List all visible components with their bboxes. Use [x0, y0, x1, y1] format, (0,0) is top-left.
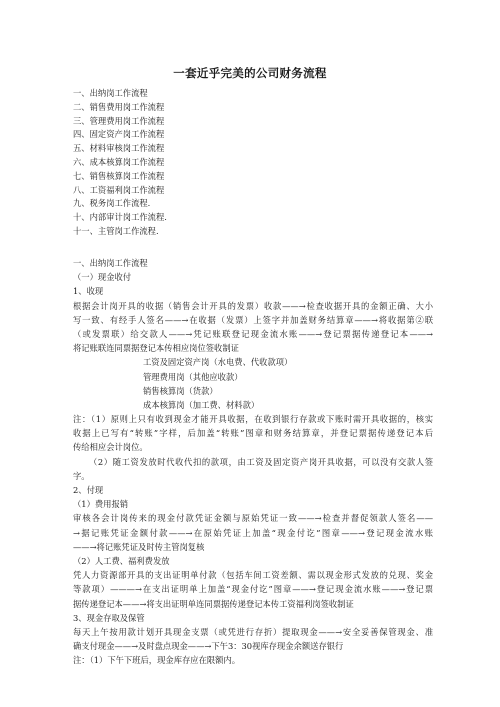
paragraph-line: 等款项）———→在支出证明单上加盖“现金付讫”图章——→登记现金流水账——→登记票	[73, 584, 433, 595]
paragraph-line: （或发票联）给交款人——→凭记账联登记现金流水账——→登记票据传递登记本——→	[73, 328, 433, 339]
paragraph-line: 据传递登记本——→将支出证明单连同票据传递登记本传工资福利岗签收制证	[73, 598, 354, 609]
subitem-heading: （1）费用报销	[73, 499, 129, 510]
paragraph-line: 根据会计岗开具的收据（销售会计开具的发票）收款——→检查收据开具的金额正确、大小	[73, 300, 433, 311]
note-line: 字。	[73, 470, 90, 481]
paragraph-line: 写一致、有经手人签名——→在收据（发票）上签字并加盖财务结算章——→将收据第②联	[73, 314, 433, 325]
note-line: （2）随工资发放时代收代扣的款项，由工资及固定资产岗开具收据，可以没有交款人签	[89, 456, 433, 467]
item-heading: 3、现金存取及保管	[73, 612, 145, 623]
paragraph-line: 将记账联连同票据登记本传相应岗位签收制证	[73, 343, 239, 354]
section-heading: 一、出纳岗工作流程	[73, 258, 148, 268]
paragraph-line: →据记账凭证金额付款——→在原始凭证上加盖“现金付讫”图章——→登记现金流水账	[73, 527, 433, 538]
note-line: 传给相应会计岗位。	[73, 442, 148, 453]
toc-item[interactable]: 七、销售核算岗工作流程	[73, 170, 165, 181]
toc-item[interactable]: 九、税务岗工作流程.	[73, 198, 151, 209]
note-line: 收据上已写有“转账”字样，后加盖“转账”图章和财务结算章，并登记票据传递登记本后	[73, 428, 433, 439]
indented-line: 管理费用岗（其他应收款）	[143, 371, 243, 382]
paragraph-line: 确支付现金——→及时盘点现金——→下午3：30视库存现金余额送存银行	[73, 641, 344, 652]
toc-item[interactable]: 十一、主管岗工作流程.	[73, 225, 159, 236]
item-heading: 2、付现	[73, 485, 104, 495]
toc-item[interactable]: 三、管理费用岗工作流程	[73, 115, 165, 126]
toc-item[interactable]: 四、固定资产岗工作流程	[73, 129, 165, 140]
note-line: 注：（1）下午下班后，现金库存应在限额内。	[73, 655, 241, 666]
indented-line: 成本核算岗（加工费、材料款）	[143, 399, 260, 410]
item-heading: 1、收现	[73, 286, 104, 297]
subitem-heading: （2）人工费、福利费发放	[73, 555, 170, 566]
toc-item[interactable]: 五、材料审核岗工作流程	[73, 143, 165, 154]
paragraph-line: 审核各会计岗传来的现金付款凭证金额与原始凭证一致——→检查并督促领款人签名——	[73, 513, 433, 524]
toc-item[interactable]: 八、工资福利岗工作流程	[73, 184, 165, 195]
indented-line: 销售核算岗（货款）	[143, 385, 218, 396]
toc-item[interactable]: 十、内部审计岗工作流程.	[73, 212, 167, 223]
toc-item[interactable]: 一、出纳岗工作流程	[73, 88, 148, 98]
indented-line: 工资及固定资产岗（水电费、代收款项）	[143, 357, 293, 368]
toc-item[interactable]: 六、成本核算岗工作流程	[73, 156, 165, 167]
subsection-heading: （一）现金收付	[73, 272, 132, 283]
toc-item[interactable]: 二、销售费用岗工作流程	[73, 101, 165, 112]
table-of-contents	[73, 87, 167, 239]
document-title: 一套近乎完美的公司财务流程	[173, 66, 327, 80]
note-line: 注：（1）原则上只有收到现金才能开具收据，在收到银行存款或下账时需开具收据的，核实	[73, 414, 433, 425]
document-body	[73, 256, 433, 667]
paragraph-line: 凭人力资源部开具的支出证明单付款（包括车间工资差额、需以现金形式发放的兑现、奖金	[73, 570, 433, 581]
paragraph-line: ——→将记账凭证及时传主管岗复核	[73, 541, 205, 552]
paragraph-line: 每天上午按用款计划开具现金支票（或凭进行存折）提取现金——→安全妥善保管现金、准	[73, 626, 433, 637]
